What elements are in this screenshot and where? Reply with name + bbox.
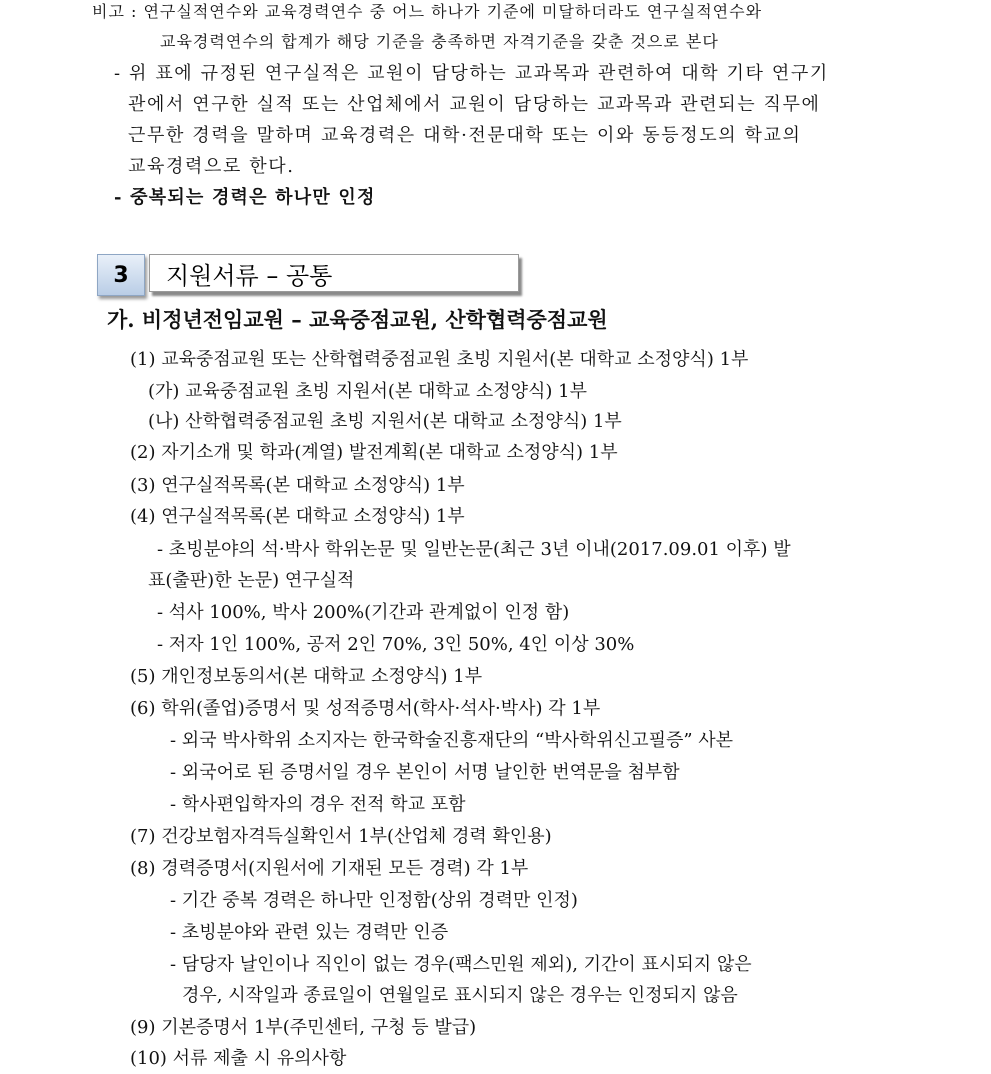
list-item: - 학사편입학자의 경우 전적 학교 포함 bbox=[170, 794, 466, 815]
paragraph-bold-line: - 중복되는 경력은 하나만 인정 bbox=[114, 187, 376, 208]
list-item: (10) 서류 제출 시 유의사항 bbox=[130, 1048, 347, 1069]
section-number-badge: 3 bbox=[97, 254, 145, 296]
list-item: 표(출판)한 논문) 연구실적 bbox=[148, 570, 355, 591]
list-item: - 석사 100%, 박사 200%(기간과 관계없이 인정 함) bbox=[157, 602, 570, 623]
list-item: - 담당자 날인이나 직인이 없는 경우(팩스민원 제외), 기간이 표시되지 않은 bbox=[170, 954, 752, 975]
list-item: (2) 자기소개 및 학과(계열) 발전계획(본 대학교 소정양식) 1부 bbox=[130, 442, 618, 463]
list-item: (4) 연구실적목록(본 대학교 소정양식) 1부 bbox=[130, 506, 465, 527]
list-item: (1) 교육중점교원 또는 산학협력중점교원 초빙 지원서(본 대학교 소정양식) 1부 bbox=[130, 349, 749, 370]
list-item: - 초빙분야와 관련 있는 경력만 인증 bbox=[170, 922, 449, 943]
list-item: 경우, 시작일과 종료일이 연월일로 표시되지 않은 경우는 인정되지 않음 bbox=[182, 985, 738, 1006]
paragraph-line-4: 교육경력으로 한다. bbox=[128, 156, 295, 177]
subsection-title: 가. 비정년전임교원 – 교육중점교원, 산학협력중점교원 bbox=[107, 307, 608, 332]
list-item: (가) 교육중점교원 초빙 지원서(본 대학교 소정양식) 1부 bbox=[148, 381, 588, 402]
list-item: (6) 학위(졸업)증명서 및 성적증명서(학사·석사·박사) 각 1부 bbox=[130, 698, 601, 719]
paragraph-line-1: - 위 표에 규정된 연구실적은 교원이 담당하는 교과목과 관련하여 대학 기타 연구기 bbox=[114, 63, 829, 84]
list-item: - 기간 중복 경력은 하나만 인정함(상위 경력만 인정) bbox=[170, 890, 578, 911]
list-item: - 외국 박사학위 소지자는 한국학술진흥재단의 “박사학위신고필증” 사본 bbox=[170, 730, 734, 751]
list-item: - 초빙분야의 석·박사 학위논문 및 일반논문(최근 3년 이내(2017.09.01 이후) 발 bbox=[157, 539, 791, 560]
list-item: (8) 경력증명서(지원서에 기재된 모든 경력) 각 1부 bbox=[130, 858, 529, 879]
section-title: 지원서류 – 공통 bbox=[149, 254, 519, 292]
paragraph-line-3: 근무한 경력을 말하며 교육경력은 대학·전문대학 또는 이와 동등정도의 학교의 bbox=[128, 125, 802, 146]
list-item: (3) 연구실적목록(본 대학교 소정양식) 1부 bbox=[130, 475, 465, 496]
note-line-2: 교육경력연수의 합계가 해당 기준을 충족하면 자격기준을 갖춘 것으로 본다 bbox=[160, 32, 719, 51]
list-item: (9) 기본증명서 1부(주민센터, 구청 등 발급) bbox=[130, 1017, 477, 1038]
list-item: (나) 산학협력중점교원 초빙 지원서(본 대학교 소정양식) 1부 bbox=[148, 411, 622, 432]
list-item: (7) 건강보험자격득실확인서 1부(산업체 경력 확인용) bbox=[130, 826, 552, 847]
list-item: - 저자 1인 100%, 공저 2인 70%, 3인 50%, 4인 이상 30% bbox=[157, 634, 635, 655]
paragraph-line-2: 관에서 연구한 실적 또는 산업체에서 교원이 담당하는 교과목과 관련되는 직무에 bbox=[128, 94, 821, 115]
list-item: (5) 개인정보동의서(본 대학교 소정양식) 1부 bbox=[130, 666, 483, 687]
note-line-1: 비고 : 연구실적연수와 교육경력연수 중 어느 하나가 기준에 미달하더라도 연구실적연수와 bbox=[92, 2, 763, 21]
list-item: - 외국어로 된 증명서일 경우 본인이 서명 날인한 번역문을 첨부함 bbox=[170, 762, 680, 783]
